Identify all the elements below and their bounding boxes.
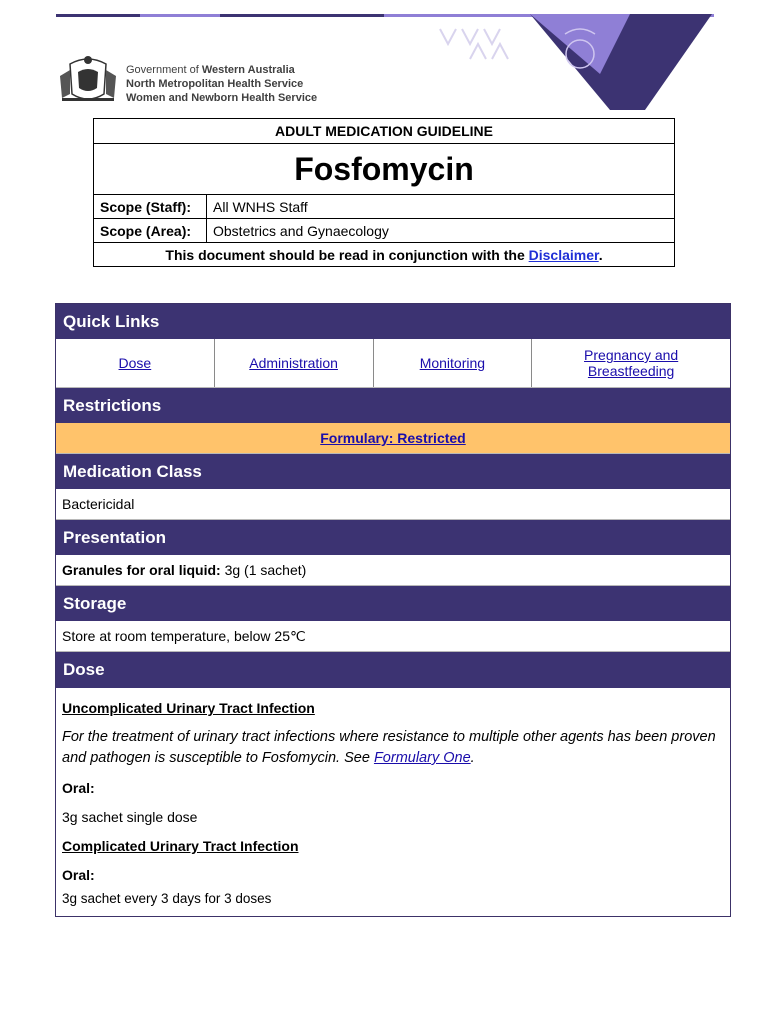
quick-links-heading: Quick Links xyxy=(56,304,730,339)
scope-staff-value: All WNHS Staff xyxy=(207,195,675,219)
oral-label-1: Oral: xyxy=(62,780,95,796)
quick-link-dose[interactable]: Dose xyxy=(118,355,152,371)
top-rule-light xyxy=(140,14,220,17)
top-rule-dark xyxy=(56,14,140,17)
disclaimer-notice-prefix: This document should be read in conjunction with the xyxy=(165,246,529,263)
dose-content xyxy=(56,688,730,909)
uncomplicated-uti-note xyxy=(62,727,724,769)
restrictions-band xyxy=(56,423,730,454)
quick-link-pregnancy-breastfeeding[interactable]: Pregnancy and Breastfeeding xyxy=(584,347,679,379)
scope-area-value: Obstetrics and Gynaecology xyxy=(207,219,675,243)
storage-heading: Storage xyxy=(56,586,730,621)
medication-class-heading: Medication Class xyxy=(56,454,730,489)
uncomplicated-uti-heading: Uncomplicated Urinary Tract Infection xyxy=(62,700,315,716)
guideline-content xyxy=(55,303,731,917)
presentation-heading: Presentation xyxy=(56,520,730,555)
disclaimer-notice-suffix: . xyxy=(598,246,603,263)
complicated-uti-dose: 3g sachet every 3 days for 3 doses xyxy=(62,891,272,906)
quick-link-monitoring[interactable]: Monitoring xyxy=(419,355,486,371)
presentation-label: Granules for oral liquid: xyxy=(62,562,221,578)
dose-heading: Dose xyxy=(56,652,730,688)
brand-gov-prefix: Government of xyxy=(126,64,202,76)
brand-nmhs: North Metropolitan Health Service xyxy=(126,78,304,90)
scope-area-label: Scope (Area): xyxy=(94,219,207,243)
uncomplicated-uti-note-suffix: . xyxy=(470,750,475,766)
brand-wnhs: Women and Newborn Health Service xyxy=(126,92,318,104)
guideline-header-table xyxy=(93,118,675,267)
page-title: Fosfomycin xyxy=(94,144,675,195)
presentation-row xyxy=(56,555,730,586)
quick-link-administration[interactable]: Administration xyxy=(249,355,338,371)
presentation-value: 3g (1 sachet) xyxy=(220,562,307,578)
restrictions-heading: Restrictions xyxy=(56,388,730,423)
uncomplicated-uti-note-text: For the treatment of urinary tract infections where resistance to multiple other agents has been proven and pathogen is susceptible to Fosfomycin. See xyxy=(62,729,716,766)
document-type: ADULT MEDICATION GUIDELINE xyxy=(94,119,675,144)
brand-gov-state: Western Australia xyxy=(201,64,295,76)
disclaimer-link[interactable]: Disclaimer xyxy=(528,246,599,263)
top-rule-dark-2 xyxy=(220,14,384,17)
decorative-artwork xyxy=(430,14,720,114)
branding-block xyxy=(56,52,356,108)
wa-crest-icon xyxy=(56,54,120,104)
oral-label-2: Oral: xyxy=(62,867,95,883)
uncomplicated-uti-dose: 3g sachet single dose xyxy=(62,809,198,825)
formulary-restricted-link[interactable]: Formulary: Restricted xyxy=(320,430,466,446)
formulary-one-link[interactable]: Formulary One xyxy=(373,750,471,766)
complicated-uti-heading: Complicated Urinary Tract Infection xyxy=(62,838,299,854)
quick-links-row xyxy=(56,339,730,388)
scope-staff-label: Scope (Staff): xyxy=(94,195,207,219)
medication-class-value: Bactericidal xyxy=(56,489,730,520)
disclaimer-notice xyxy=(94,243,675,267)
storage-value: Store at room temperature, below 25℃ xyxy=(56,621,730,652)
